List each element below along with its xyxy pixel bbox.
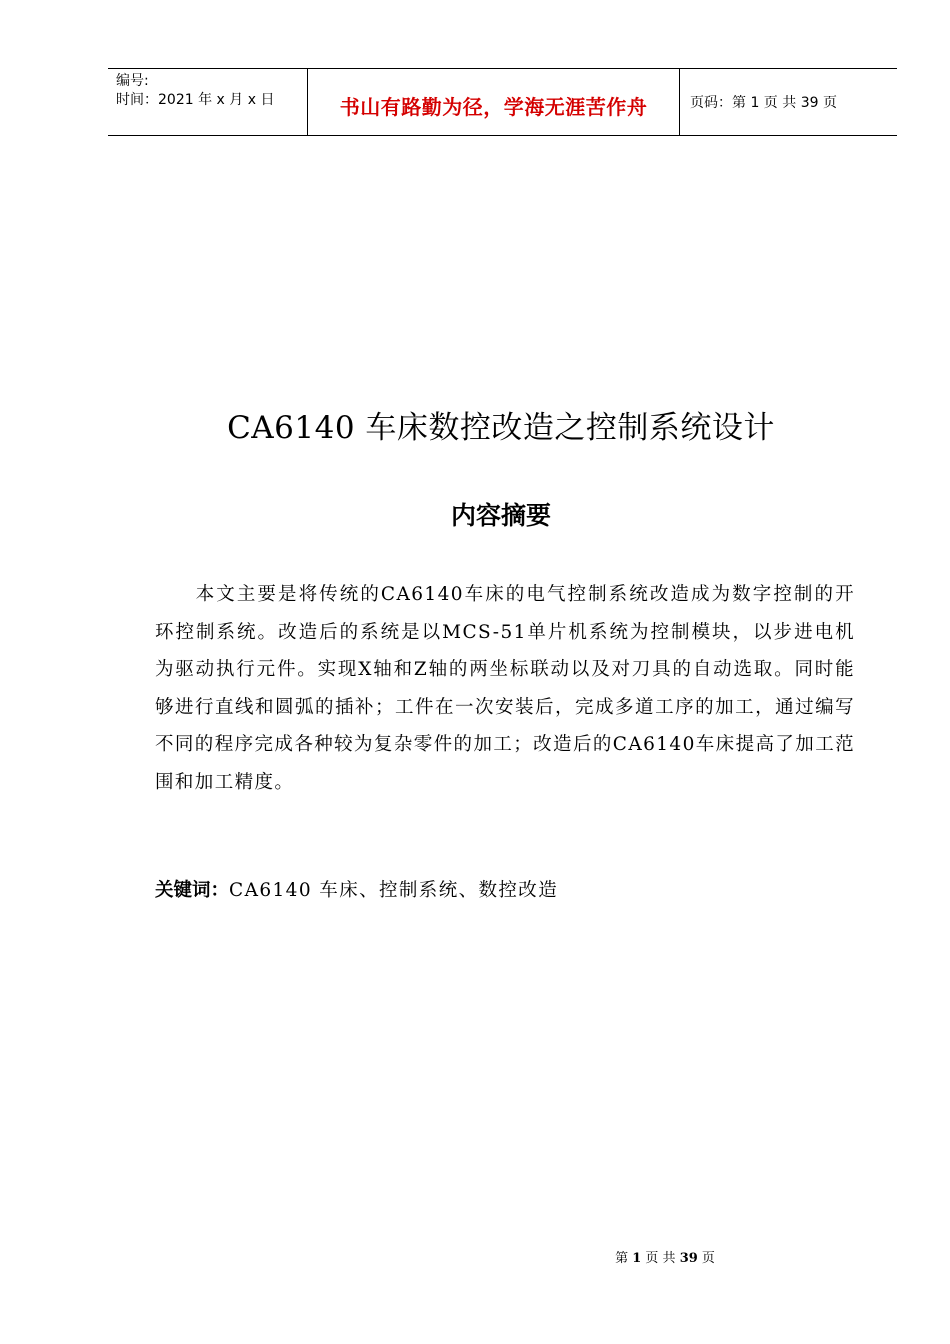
footer-current-page: 1 xyxy=(632,1251,642,1266)
time-line: 时间：2021 年 x 月 x 日 xyxy=(116,92,275,108)
document-title: CA6140 车床数控改造之控制系统设计 xyxy=(227,410,775,446)
header-page-cell xyxy=(680,69,897,135)
serial-label: 编号: xyxy=(116,73,149,89)
keywords-value: CA6140 车床、控制系统、数控改造 xyxy=(229,880,559,901)
abstract-paragraph: 本文主要是将传统的CA6140车床的电气控制系统改造成为数字控制的开环控制系统。改造后的系统是以MCS-51单片机系统为控制模块，以步进电机为驱动执行元件。实现X轴和Z轴的两坐标联动以及对刀具的自动选取。同时能够进行直线和圆弧的插补；工件在一次安装后，完成多道工序的加工，通过编写不同的程序完成各种较为复杂零件的加工；改造后的CA6140车床提高了加工范围和加工精度。 xyxy=(155,584,855,793)
footer-suffix: 页 xyxy=(701,1251,715,1266)
footer-prefix: 第 xyxy=(615,1251,629,1266)
page-footer xyxy=(0,1247,950,1266)
header-motto-cell xyxy=(308,69,680,135)
keywords-line xyxy=(155,876,558,902)
abstract-heading: 内容摘要 xyxy=(450,501,551,530)
page-code: 页码：第 1 页 共 39 页 xyxy=(690,95,837,111)
header-info-cell xyxy=(108,69,308,135)
footer-total-pages: 39 xyxy=(679,1251,698,1266)
motto-text: 书山有路勤为径，学海无涯苦作舟 xyxy=(339,94,648,119)
footer-middle: 页 共 xyxy=(645,1251,676,1266)
page-header xyxy=(108,68,897,136)
keywords-label: 关键词： xyxy=(155,880,230,901)
